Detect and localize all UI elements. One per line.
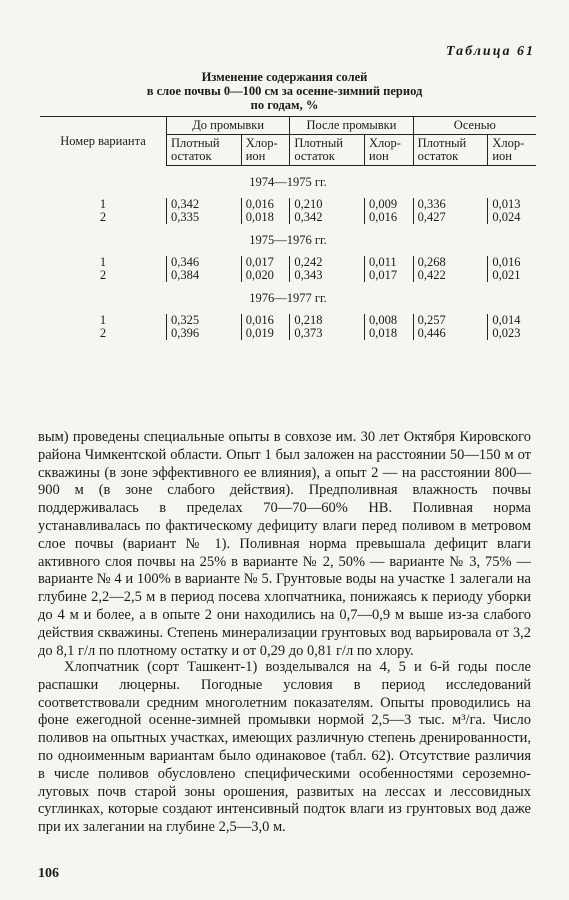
table-row [40,327,536,340]
value-cell: 0,446 [413,327,488,340]
page-number: 106 [38,866,59,881]
value-cell: 0,218 [290,314,365,327]
value-cell: 0,396 [167,327,242,340]
table-row [40,269,536,282]
value-cell: 0,016 [365,211,414,224]
table-row [40,198,536,211]
value-cell: 0,346 [167,256,242,269]
variant-number: 1 [99,313,107,327]
variant-number: 2 [99,326,107,340]
value-cell: 0,017 [365,269,414,282]
value-cell: 0,342 [167,198,242,211]
value-cell: 0,019 [241,327,290,340]
body-paragraph: вым) проведены специальные опыты в совхозе им. 30 лет Октября Кировского района Чимкентской области. Опыт 1 был заложен на расстоянии 50—150 м от скважины (в зоне эффективного ее влияния), а опыт 2 — на расстоянии 800—900 м (в зоне слабого действия). Предполивная влажность почвы поддерживалась в пределах 70—70—60% НВ. Поливная норма устанавливалась по фактическому дефициту влаги перед поливом в метровом слое почвы (вариант № 1). Поливная норма превышала дефицит влаги активного слоя почвы на 25% в варианте № 2, 50% — варианте № 3, 75% — варианте № 4 и 100% в варианте № 5. Грунтовые воды на участке 1 залегали на глубине 2,2—2,5 м в период посева хлопчатника, понижаясь к периоду уборки до 4 м и более, а в опыте 2 они находились на 0,7—0,9 м выше из-за слабого действия скважины. Степень минерализации грунтовых вод варьировала от 3,2 до 8,1 г/л по плотному остатку и от 0,29 до 0,81 г/л по хлору. [38,429,531,659]
value-cell: 0,016 [488,256,536,269]
value-cell: 0,373 [290,327,365,340]
value-cell: 0,018 [365,327,414,340]
value-cell: 0,325 [167,314,242,327]
value-cell: 0,014 [488,314,536,327]
value-cell: 0,024 [488,211,536,224]
header-chlorine-ion: Хлор-ион [365,135,414,166]
period-row [40,282,536,314]
caption-line: по годам, % [250,98,319,112]
value-cell: 0,018 [241,211,290,224]
value-cell: 0,021 [488,269,536,282]
value-cell: 0,257 [413,314,488,327]
table-row [40,314,536,327]
value-cell: 0,020 [241,269,290,282]
header-autumn: Осенью [413,117,536,135]
value-cell: 0,335 [167,211,242,224]
period-row [40,166,536,199]
value-cell: 0,422 [413,269,488,282]
caption-line: в слое почвы 0—100 см за осенне-зимний период [146,84,423,98]
variant-number: 1 [99,197,107,211]
value-cell: 0,343 [290,269,365,282]
value-cell: 0,384 [167,269,242,282]
header-variant: Номер варианта [40,117,167,166]
value-cell: 0,009 [365,198,414,211]
header-dry-residue: Плотный остаток [290,135,365,166]
value-cell: 0,336 [413,198,488,211]
value-cell: 0,210 [290,198,365,211]
table-label: Таблица 61 [446,44,535,59]
value-cell: 0,016 [241,198,290,211]
value-cell: 0,011 [365,256,414,269]
header-chlorine-ion: Хлор-ион [241,135,290,166]
header-before-wash: До промывки [167,117,290,135]
salt-content-table [40,116,536,340]
value-cell: 0,017 [241,256,290,269]
period-row [40,224,536,256]
body-paragraph: Хлопчатник (сорт Ташкент-1) возделывался на 4, 5 и 6-й годы после распашки люцерны. Погодные условия в период исследований соответствовали средним многолетним показателям. Опыты проводились на фоне ежегодной осенне-зимней промывки нормой 2,5—3 тыс. м³/га. Число поливов на опытных участках, имеющих различную степень дренированности, по одноименным вариантам было одинаковое (табл. 62). Отсутствие различия в числе поливов обусловлено специфическими особенностями сероземно-луговых почв старой зоны орошения, развитых на лессах и лессовидных суглинках, которые создают интенсивный подток влаги из грунтовых вод даже при их залегании на глубине 2,5—3,0 м. [38,659,531,836]
period-label: 1976—1977 гг. [249,291,327,305]
value-cell: 0,023 [488,327,536,340]
value-cell: 0,013 [488,198,536,211]
value-cell: 0,242 [290,256,365,269]
value-cell: 0,268 [413,256,488,269]
header-dry-residue: Плотный остаток [167,135,242,166]
value-cell: 0,008 [365,314,414,327]
value-cell: 0,427 [413,211,488,224]
header-after-wash: После промывки [290,117,413,135]
table-row [40,256,536,269]
period-label: 1975—1976 гг. [249,233,327,247]
table-body [40,166,536,341]
table-caption [40,70,529,112]
variant-number: 2 [99,268,107,282]
header-dry-residue: Плотный остаток [413,135,488,166]
value-cell: 0,342 [290,211,365,224]
table-row [40,211,536,224]
value-cell: 0,016 [241,314,290,327]
period-label: 1974—1975 гг. [249,175,327,189]
variant-number: 2 [99,210,107,224]
caption-line: Изменение содержания солей [201,70,368,84]
variant-number: 1 [99,255,107,269]
header-chlorine-ion: Хлор-ион [488,135,536,166]
